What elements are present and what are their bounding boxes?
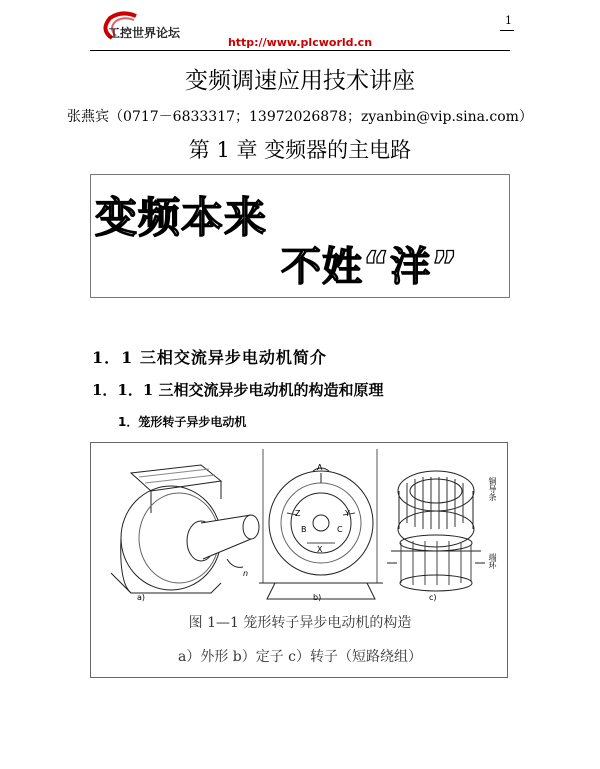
author-line: 张燕宾（0717－6833317；13972026878；zyanbin@vip.sina.com） xyxy=(67,109,533,125)
slogan-banner xyxy=(90,174,510,298)
banner-line-2: 不姓“洋” xyxy=(281,244,459,290)
figure-subcaption: a）外形 b）定子 c）转子（短路绕组） xyxy=(177,649,423,665)
sublabel-a: a) xyxy=(137,593,146,602)
figure-caption: 图 1—1 笼形转子异步电动机的构造 xyxy=(188,615,412,631)
rotor-drawing xyxy=(387,471,485,591)
label-phase-Z: Z xyxy=(295,509,301,518)
section-heading-1-1: 1．1 三相交流异步电动机简介 xyxy=(92,348,327,367)
label-end-ring: 端环 xyxy=(488,553,497,569)
document-title: 变频调速应用技术讲座 xyxy=(185,68,415,94)
label-phase-A: A xyxy=(317,463,323,472)
page-number: 1 xyxy=(505,14,512,27)
label-phase-X: X xyxy=(317,545,323,554)
motor-construction-drawing xyxy=(91,443,509,603)
chapter-heading: 第 1 章 变频器的主电路 xyxy=(188,138,412,162)
figure-1-1 xyxy=(90,442,508,678)
label-speed-n: n xyxy=(243,569,249,578)
subsection-heading-cage-rotor: 1．笼形转子异步电动机 xyxy=(118,415,247,429)
label-phase-Y: Y xyxy=(345,509,350,518)
section-heading-1-1-1: 1．1．1 三相交流异步电动机的构造和原理 xyxy=(92,381,384,399)
page-number-rule xyxy=(500,30,514,31)
label-phase-C: C xyxy=(337,525,343,534)
logo-text: 工控世界论坛 xyxy=(108,26,181,40)
label-phase-B: B xyxy=(301,525,307,534)
motor-exterior-drawing xyxy=(111,465,259,593)
label-copper-bars: 铜导条 xyxy=(488,477,497,501)
sublabel-c: c) xyxy=(429,593,437,602)
sublabel-b: b) xyxy=(313,593,322,602)
header-rule xyxy=(90,50,510,51)
header-url-link[interactable]: http://www.plcworld.cn xyxy=(227,36,373,49)
banner-line-1: 变频本来 xyxy=(95,193,268,242)
